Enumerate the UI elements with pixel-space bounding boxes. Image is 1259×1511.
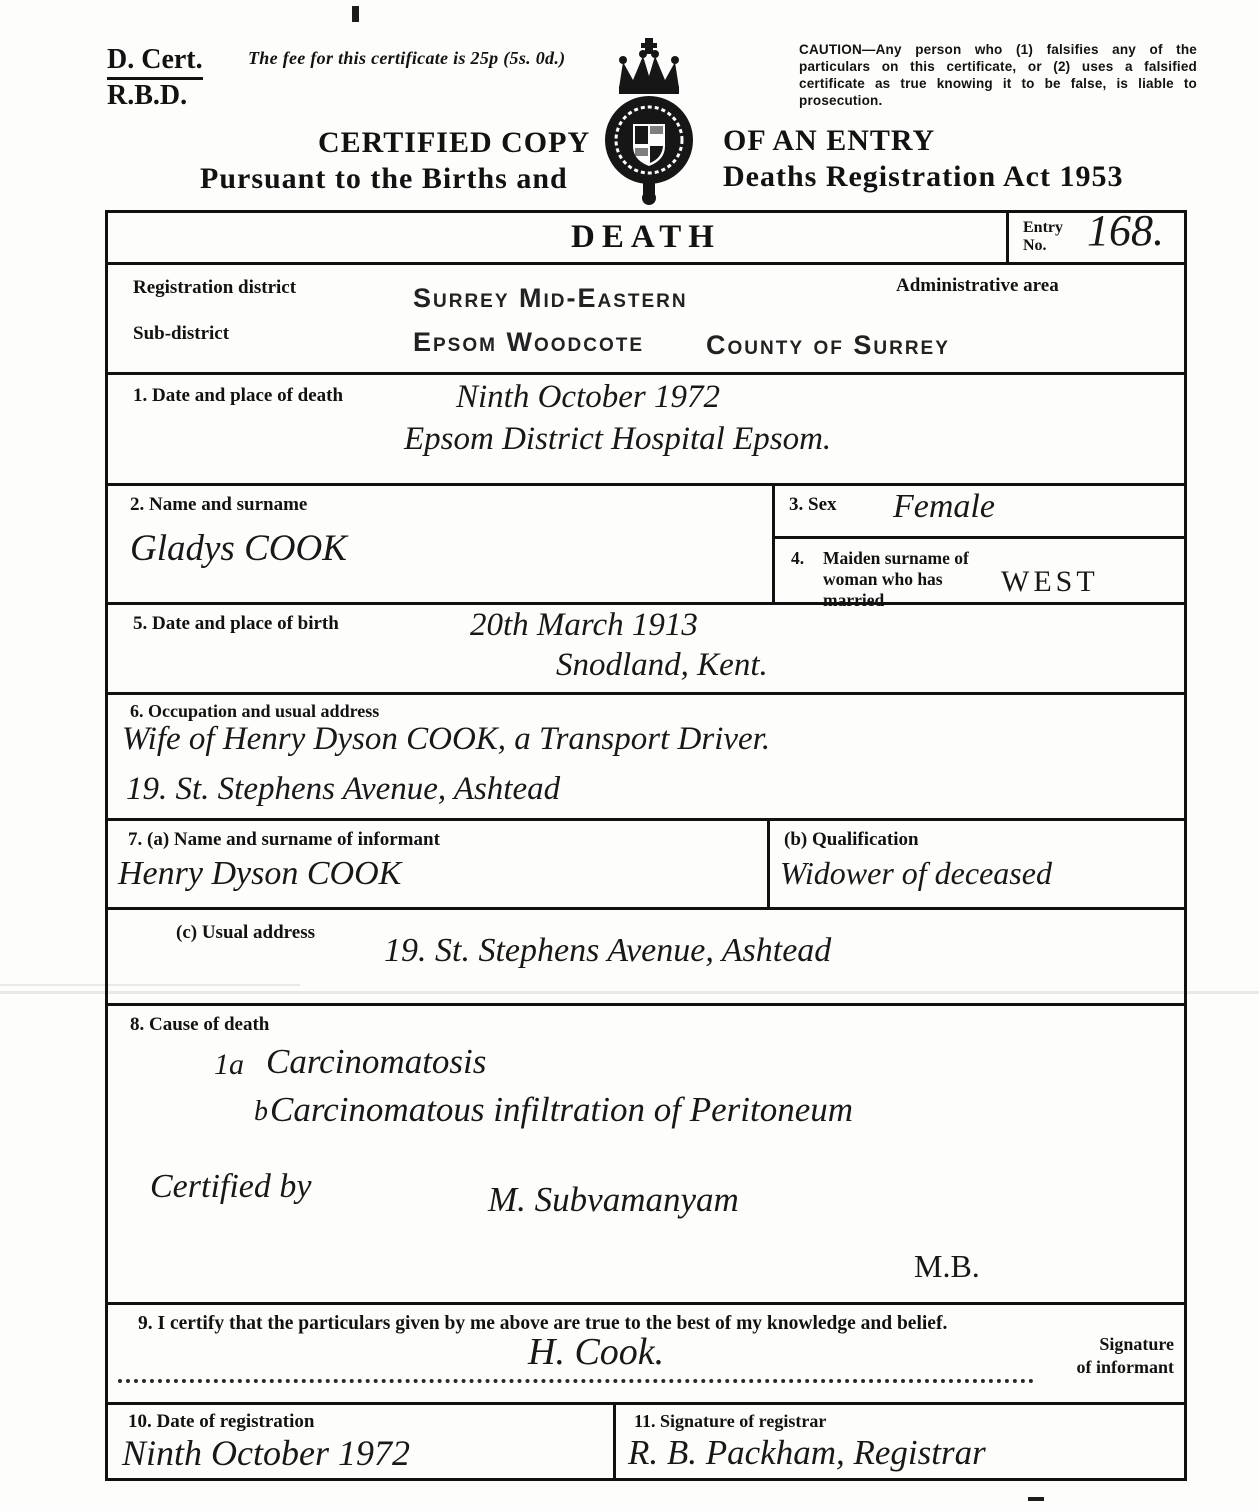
administrative-area-label: Administrative area bbox=[896, 275, 1059, 296]
date-of-registration-label: 10. Date of registration bbox=[128, 1411, 315, 1432]
registrar-signature-label: 11. Signature of registrar bbox=[634, 1411, 827, 1431]
maiden-surname-number: 4. bbox=[791, 548, 805, 568]
maiden-surname-value: WEST bbox=[1001, 565, 1099, 598]
signature-label-line1: Signature bbox=[1099, 1334, 1174, 1354]
maiden-surname-label: Maiden surname of woman who has married bbox=[823, 548, 969, 610]
name-surname-value: Gladys COOK bbox=[130, 528, 347, 569]
date-of-birth-value: 20th March 1913 bbox=[470, 607, 698, 643]
informant-signature: H. Cook. bbox=[528, 1331, 665, 1373]
informant-address-label: (c) Usual address bbox=[176, 922, 315, 943]
place-of-birth-value: Snodland, Kent. bbox=[556, 647, 768, 683]
row-occupation-address bbox=[108, 695, 1184, 821]
informant-name-value: Henry Dyson COOK bbox=[118, 855, 402, 892]
occupation-address-label: 6. Occupation and usual address bbox=[130, 701, 380, 721]
caution-notice: CAUTION—Any person who (1) falsifies any of the particulars on this certificate, or (2) uses a falsified certificate as true knowing it to be false, is liable to prosecution. bbox=[799, 42, 1197, 108]
entry-label-bottom: No. bbox=[1023, 237, 1047, 255]
document-code-line2: R.B.D. bbox=[107, 80, 188, 112]
document-code-line1: D. Cert. bbox=[107, 44, 203, 80]
doctor-credentials: M.B. bbox=[914, 1248, 980, 1284]
cause-line2-text: Carcinomatous infiltration of Peritoneum bbox=[270, 1090, 854, 1129]
registration-district-value: Surrey Mid-Eastern bbox=[413, 283, 688, 313]
signature-label-line2: of informant bbox=[1076, 1356, 1174, 1377]
death-heading: DEATH bbox=[571, 219, 721, 255]
row-name-sex-maiden bbox=[108, 486, 1184, 610]
title-certified-copy: CERTIFIED COPY bbox=[318, 126, 591, 159]
cell-name-surname bbox=[108, 486, 772, 602]
cell-maiden-surname bbox=[775, 539, 1184, 610]
administrative-area-value: County of Surrey bbox=[706, 330, 950, 360]
row-informant-certification bbox=[108, 1305, 1184, 1405]
registrar-signature-value: R. B. Packham, Registrar bbox=[628, 1433, 986, 1472]
certifying-doctor-signature: M. Subvamanyam bbox=[488, 1180, 739, 1219]
scan-speck bbox=[352, 6, 359, 22]
sub-district-value: Epsom Woodcote bbox=[413, 327, 645, 357]
cause-line1-number: 1a bbox=[214, 1048, 244, 1081]
registration-district-label: Registration district bbox=[133, 277, 297, 298]
cell-sex-maiden bbox=[772, 486, 1184, 610]
entry-number-box bbox=[1006, 206, 1184, 262]
cause-line2-number: b bbox=[254, 1096, 268, 1127]
informant-address-value: 19. St. Stephens Avenue, Ashtead bbox=[384, 932, 832, 969]
cell-date-of-registration bbox=[108, 1405, 613, 1478]
certified-by-text: Certified by bbox=[150, 1168, 312, 1205]
usual-address-value: 19. St. Stephens Avenue, Ashtead bbox=[126, 771, 561, 807]
cell-sex bbox=[775, 486, 1184, 539]
row-registration-signature bbox=[108, 1405, 1184, 1478]
qualification-label: (b) Qualification bbox=[784, 829, 919, 850]
date-of-death-value: Ninth October 1972 bbox=[456, 379, 720, 415]
certification-statement: 9. I certify that the particulars given by me above are true to the best of my knowledge and belief. bbox=[138, 1313, 948, 1334]
name-surname-label: 2. Name and surname bbox=[130, 494, 308, 515]
row-date-place-of-birth bbox=[108, 605, 1184, 695]
certificate-table bbox=[105, 206, 1187, 1481]
sex-label: 3. Sex bbox=[789, 494, 837, 515]
cell-informant-name bbox=[108, 821, 767, 907]
title-of-an-entry: OF AN ENTRY bbox=[723, 124, 936, 157]
place-of-death-value: Epsom District Hospital Epsom. bbox=[404, 421, 832, 457]
entry-number-value: 168. bbox=[1087, 206, 1164, 255]
cell-qualification bbox=[767, 821, 1184, 907]
document-code bbox=[107, 44, 203, 112]
row-date-place-of-death bbox=[108, 375, 1184, 486]
occupation-value: Wife of Henry Dyson COOK, a Transport Driver. bbox=[122, 721, 771, 757]
row-informant bbox=[108, 821, 1184, 910]
scan-speck bbox=[1028, 1497, 1044, 1501]
title-pursuant: Pursuant to the Births and bbox=[200, 162, 568, 195]
cause-of-death-label: 8. Cause of death bbox=[130, 1014, 270, 1035]
row-informant-address bbox=[108, 910, 1184, 1006]
entry-number-label bbox=[1023, 219, 1063, 256]
sub-district-label: Sub-district bbox=[133, 323, 230, 344]
signature-dotted-line bbox=[118, 1379, 1034, 1383]
date-place-of-death-label: 1. Date and place of death bbox=[133, 385, 344, 406]
date-of-registration-value: Ninth October 1972 bbox=[122, 1433, 410, 1473]
row-cause-of-death bbox=[108, 1006, 1184, 1305]
date-place-of-birth-label: 5. Date and place of birth bbox=[133, 613, 339, 634]
row-registration bbox=[108, 265, 1184, 375]
signature-of-informant-label bbox=[1077, 1333, 1175, 1378]
royal-coat-of-arms-icon bbox=[595, 36, 703, 206]
fee-notice: The fee for this certificate is 25p (5s. 0d.) bbox=[248, 48, 566, 68]
informant-name-label: 7. (a) Name and surname of informant bbox=[128, 829, 440, 850]
cell-registrar-signature bbox=[613, 1405, 1184, 1478]
qualification-value: Widower of deceased bbox=[780, 855, 1052, 891]
sex-value: Female bbox=[893, 488, 995, 525]
row-death-heading bbox=[108, 206, 1184, 265]
title-deaths-act: Deaths Registration Act 1953 bbox=[723, 160, 1124, 193]
entry-label-top: Entry bbox=[1023, 219, 1063, 236]
cause-line1-text: Carcinomatosis bbox=[266, 1042, 487, 1081]
